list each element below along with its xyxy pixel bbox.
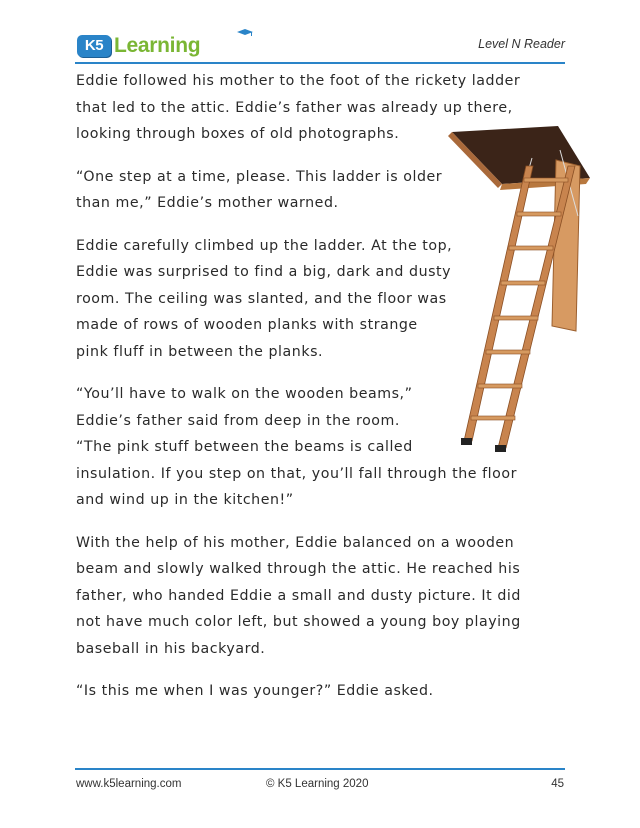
text-line: “Is this me when I was younger?” Eddie asked. bbox=[76, 683, 434, 699]
text-line: insulation. If you step on that, you’ll fall through the floor bbox=[76, 465, 517, 482]
logo-text: Learning bbox=[114, 34, 201, 57]
graduation-cap-icon bbox=[237, 29, 253, 37]
text-line: room. The ceiling was slanted, and the floor was bbox=[76, 290, 447, 307]
text-line: father, who handed Eddie a small and dusty picture. It did bbox=[76, 587, 521, 604]
text-line: Eddie’s father said from deep in the room. bbox=[76, 412, 400, 429]
text-line: beam and slowly walked through the attic. He reached his bbox=[76, 561, 521, 577]
text-line: “One step at a time, please. This ladder is older bbox=[76, 168, 443, 185]
paragraph-6 bbox=[76, 678, 556, 705]
page-number: 45 bbox=[551, 778, 564, 790]
k5-learning-logo bbox=[77, 31, 200, 61]
page-header bbox=[0, 0, 640, 70]
text-line: Eddie followed his mother to the foot of the rickety ladder bbox=[76, 73, 521, 89]
footer-website: www.k5learning.com bbox=[76, 778, 182, 790]
logo-badge: K5 bbox=[77, 35, 111, 57]
footer-divider bbox=[75, 768, 565, 770]
text-line: Eddie carefully climbed up the ladder. At the top, bbox=[76, 237, 453, 254]
text-line: than me,” Eddie’s mother warned. bbox=[76, 195, 339, 211]
footer-copyright: © K5 Learning 2020 bbox=[266, 778, 369, 790]
attic-ladder-illustration bbox=[440, 126, 590, 466]
text-line: “The pink stuff between the beams is called bbox=[76, 439, 413, 455]
text-line: pink fluff in between the planks. bbox=[76, 343, 324, 360]
text-line: baseball in his backyard. bbox=[76, 640, 266, 657]
text-line: that led to the attic. Eddie’s father was already up there, bbox=[76, 99, 513, 116]
text-line: made of rows of wooden planks with strange bbox=[76, 317, 418, 333]
header-divider bbox=[75, 62, 565, 64]
text-line: looking through boxes of old photographs. bbox=[76, 126, 400, 142]
text-line: With the help of his mother, Eddie balanced on a wooden bbox=[76, 534, 515, 551]
text-line: Eddie was surprised to find a big, dark and dusty bbox=[76, 264, 452, 280]
text-line: “You’ll have to walk on the wooden beams,” bbox=[76, 386, 413, 402]
paragraph-5 bbox=[76, 530, 556, 663]
reader-level-title: Level N Reader bbox=[478, 37, 565, 51]
text-line: and wind up in the kitchen!” bbox=[76, 492, 294, 508]
text-line: not have much color left, but showed a young boy playing bbox=[76, 614, 521, 630]
